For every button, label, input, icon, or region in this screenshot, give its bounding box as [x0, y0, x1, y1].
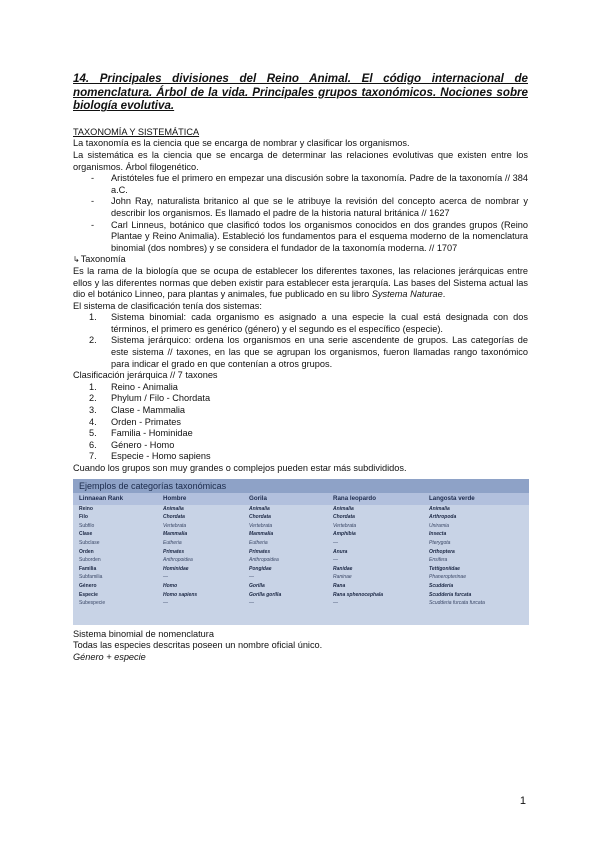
table-cell: Clase: [79, 531, 93, 538]
table-cell: Animalia: [333, 505, 354, 512]
table-cell: Orden: [79, 548, 94, 555]
table-cell: Género: [79, 582, 97, 589]
list-item: 6. Género - Homo: [89, 439, 175, 450]
table-cell: Vertebrata: [249, 522, 273, 529]
table-header-row: [73, 493, 529, 505]
list-item: 4. Orden - Primates: [89, 416, 181, 427]
taxonomic-categories-table: [73, 479, 529, 625]
table-cell: Insecta: [429, 531, 447, 538]
table-cell: Eutheria: [249, 539, 268, 546]
table-row: [73, 573, 529, 582]
table-cell: Scudderia: [429, 582, 454, 589]
table-cell: Vertebrata: [163, 522, 187, 529]
table-body: [73, 505, 529, 608]
table-cell: Vertebrata: [333, 522, 357, 529]
table-cell: —: [333, 539, 338, 546]
table-row: [73, 522, 529, 531]
table-cell: Anura: [333, 548, 348, 555]
list-item: 2. Sistema jerárquico: ordena los organismos en una serie ascendente de grupos. Las categorías de este sistema // taxones, en las que se agrupan los organismos, fueron llamadas rango taxonómico para indicar el grado en que contenían a otros grupos.: [89, 335, 528, 369]
list-item: 5. Familia - Hominidae: [89, 428, 193, 439]
table-cell: Chordata: [333, 514, 355, 521]
table-cell: Hominidae: [163, 565, 189, 572]
table-cell: Anthropoidea: [163, 557, 193, 564]
table-row: [73, 565, 529, 574]
subsection-heading-taxonomia: ↳Taxonomía: [73, 254, 126, 265]
table-cell: Arthropoda: [429, 514, 457, 521]
table-cell: Scudderia furcata: [429, 591, 472, 598]
table-cell: Mammalia: [163, 531, 188, 538]
table-cell: Scudderia furcata furcata: [429, 600, 485, 607]
table-cell: Subclase: [79, 539, 100, 546]
table-cell: Raninae: [333, 574, 352, 581]
document-title: 14. Principales divisiones del Reino Animal. El código internacional de nomenclatura. Árbol de la vida. Principales grupos taxonómicos. Nociones sobre biología evolutiva.: [73, 72, 528, 113]
table-row: [73, 582, 529, 591]
table-row: [73, 539, 529, 548]
subdivision-note: Cuando los grupos son muy grandes o complejos pueden estar más subdivididos.: [73, 463, 407, 473]
section-heading-taxonomia-sistematica: TAXONOMÍA Y SISTEMÁTICA: [73, 126, 200, 137]
list-item: - Carl Linneus, botánico que clasificó todos los organismos conocidos en dos grandes grupos (Reino Plantae y Reino Animalia). Estableció los fundamentos para el esquema moderno de la nomenclatura binomial (dos nombres) y se considera el fundador de la taxonomía moderna. // 1707: [91, 220, 528, 255]
paragraph-taxonomia-rama: Es la rama de la biología que se ocupa de establecer los diferentes taxones, las relaciones jerárquicas entre ellos y las diferentes normas que deben existir para establecer esta jerarquía. Las bases del Sistema actual las dio el botánico Linneo, para plantas y animales, fue publicado en su libro Systema Naturae.: [73, 265, 528, 300]
table-cell: Pterygota: [429, 539, 451, 546]
table-cell: Homo: [163, 582, 178, 589]
table-cell: Tettigoniidae: [429, 565, 460, 572]
list-item: 3. Clase - Mammalia: [89, 405, 186, 416]
table-cell: Rana: [333, 582, 346, 589]
table-row: [73, 513, 529, 522]
binomial-description: Todas las especies descritas poseen un nombre oficial único.: [73, 640, 323, 651]
hierarchy-title: Clasificación jerárquica // 7 taxones: [73, 370, 218, 381]
table-title: Ejemplos de categorías taxonómicas: [73, 479, 529, 493]
column-header: Gorila: [249, 494, 267, 502]
table-cell: Gorilla gorilla: [249, 591, 282, 598]
table-cell: Animalia: [163, 505, 184, 512]
table-cell: Familia: [79, 565, 97, 572]
table-cell: —: [249, 574, 254, 581]
table-cell: Animalia: [429, 505, 450, 512]
list-item: - John Ray, naturalista britanico al que se le atribuye la revisión del concepto acerca de nombrar y describir los organismos. Es llamado el padre de la historia natural británica // 1627: [91, 196, 528, 219]
table-cell: Suborden: [79, 557, 101, 564]
systems-list: [73, 312, 528, 370]
list-item: 2. Phylum / Filo - Chordata: [89, 393, 211, 404]
binomial-formula: Género + especie: [73, 651, 146, 662]
document-page: [73, 72, 528, 663]
table-cell: —: [163, 574, 168, 581]
column-header: Linnaean Rank: [79, 494, 124, 502]
column-header: Langosta verde: [429, 494, 475, 502]
table-cell: Ranidae: [333, 565, 353, 572]
table-cell: Orthoptera: [429, 548, 455, 555]
table-cell: Rana sphenocephala: [333, 591, 384, 598]
ranks-list: [73, 382, 528, 463]
table-cell: —: [163, 600, 168, 607]
table-cell: Subfamilia: [79, 574, 103, 581]
paragraph-sistemas-intro: El sistema de clasificación tenía dos sistemas:: [73, 300, 262, 311]
table-row: [73, 505, 529, 514]
table-cell: Ensifera: [429, 557, 448, 564]
table-row: [73, 548, 529, 557]
column-header: Rana leopardo: [333, 494, 376, 502]
table-cell: Subespecie: [79, 600, 106, 607]
list-item: - Aristóteles fue el primero en empezar una discusión sobre la taxonomía. Padre de la taxonomía // 384 a.C.: [91, 173, 528, 196]
list-item: 1. Reino - Animalia: [89, 381, 178, 392]
table-cell: —: [333, 600, 338, 607]
table-cell: Gorilla: [249, 582, 265, 589]
table-cell: Primates: [163, 548, 185, 555]
table-cell: Uniramia: [429, 522, 450, 529]
table-cell: Chordata: [163, 514, 185, 521]
column-header: Hombre: [163, 494, 187, 502]
table-row: [73, 591, 529, 600]
table-cell: Especie: [79, 591, 98, 598]
table-cell: Filo: [79, 514, 88, 521]
table-cell: Phaneropterinae: [429, 574, 466, 581]
table-cell: Primates: [249, 548, 271, 555]
table-row: [73, 599, 529, 608]
historical-figures-list: [73, 173, 528, 254]
table-cell: Amphibia: [333, 531, 356, 538]
table-cell: Pongidae: [249, 565, 272, 572]
table-row: [73, 556, 529, 565]
list-item: 7. Especie - Homo sapiens: [89, 451, 211, 462]
table-cell: Chordata: [249, 514, 271, 521]
table-cell: Eutheria: [163, 539, 182, 546]
table-cell: Animalia: [249, 505, 270, 512]
table-cell: Mammalia: [249, 531, 274, 538]
paragraph-taxonomia-definition: La taxonomía es la ciencia que se encarga de nombrar y clasificar los organismos.: [73, 138, 410, 149]
table-cell: —: [333, 557, 338, 564]
table-cell: Homo sapiens: [163, 591, 198, 598]
table-cell: Anthropoidea: [249, 557, 279, 564]
table-cell: Reino: [79, 505, 93, 512]
table-cell: —: [249, 600, 254, 607]
arrow-icon: ↳: [73, 255, 80, 265]
list-item: 1. Sistema binomial: cada organismo es asignado a una especie la cual está designada con dos términos, el primero es genérico (género) y el segundo es el específico (especie).: [89, 312, 528, 334]
paragraph-sistematica-definition: La sistemática es la ciencia que se encarga de determinar las relaciones evolutivas que existen entre los organismos. Árbol filogenético.: [73, 149, 528, 172]
page-number: 1: [519, 795, 526, 807]
table-cell: Subfilo: [79, 522, 95, 529]
table-row: [73, 530, 529, 539]
binomial-heading: Sistema binomial de nomenclatura: [73, 628, 214, 639]
